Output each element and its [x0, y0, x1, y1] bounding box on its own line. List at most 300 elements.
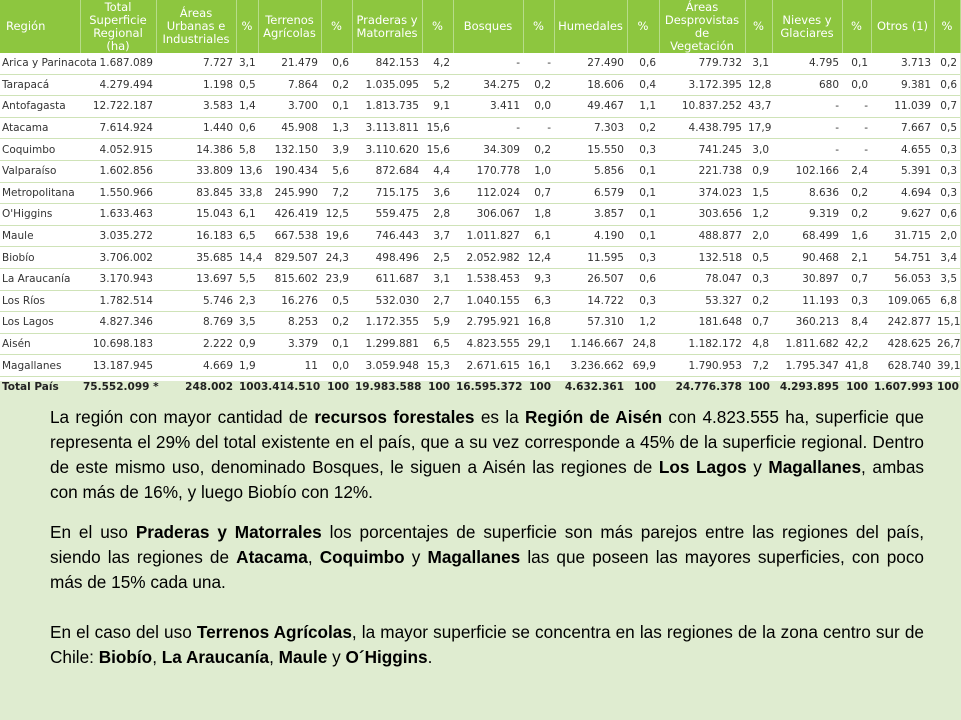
value-cell: 9,3 [523, 268, 554, 290]
value-cell: 5,5 [236, 268, 258, 290]
value-cell: 1.011.827 [453, 225, 523, 247]
column-header: % [627, 0, 659, 53]
value-cell: 0,0 [842, 74, 871, 96]
highlight-term: recursos forestales [314, 407, 475, 427]
region-cell: Valparaíso [0, 160, 80, 182]
value-cell: 374.023 [659, 182, 745, 204]
value-cell: - [842, 139, 871, 161]
value-cell: 54.751 [871, 247, 934, 269]
value-cell: 306.067 [453, 204, 523, 226]
value-cell: 30.897 [772, 268, 842, 290]
value-cell: 1,2 [745, 204, 772, 226]
value-cell: 1.811.682 [772, 333, 842, 355]
value-cell: 24.776.378 [675, 381, 742, 394]
value-cell: 0,7 [842, 268, 871, 290]
value-cell: 41,8 [842, 355, 871, 377]
value-cell: 1.182.172 [659, 333, 745, 355]
value-cell: 14.722 [554, 290, 627, 312]
value-cell: 872.684 [352, 160, 422, 182]
value-cell: 746.443 [352, 225, 422, 247]
highlight-term: O´Higgins [345, 647, 428, 667]
text-run: La región con mayor cantidad de [50, 407, 315, 427]
value-cell: 13,6 [236, 160, 258, 182]
value-cell: 132.518 [659, 247, 745, 269]
value-cell: 245.990 [258, 182, 321, 204]
value-cell: 8.769 [156, 312, 236, 334]
value-cell: 4,2 [422, 53, 453, 74]
value-cell: 12,4 [523, 247, 554, 269]
value-cell: 34.275 [453, 74, 523, 96]
value-cell: 815.602 [258, 268, 321, 290]
value-cell: 132.150 [258, 139, 321, 161]
region-cell: Magallanes [0, 355, 80, 377]
value-cell: 0,2 [523, 74, 554, 96]
value-cell: 170.778 [453, 160, 523, 182]
value-cell: 4.052.915 [80, 139, 156, 161]
table-header [0, 0, 960, 53]
value-cell: 0,7 [745, 312, 772, 334]
value-cell: 3,0 [745, 139, 772, 161]
value-cell: - [772, 96, 842, 118]
value-cell: - [453, 53, 523, 74]
value-cell: 0,7 [523, 182, 554, 204]
value-cell: 2,3 [236, 290, 258, 312]
value-cell: 0,5 [934, 117, 960, 139]
column-header: Humedales [554, 0, 627, 53]
highlight-term: Los Lagos [658, 457, 747, 477]
value-cell: 1.782.514 [80, 290, 156, 312]
text-run: En el uso [50, 522, 136, 542]
value-cell: 1.795.347 [772, 355, 842, 377]
value-cell: 27.490 [554, 53, 627, 74]
value-cell: 3.035.272 [80, 225, 156, 247]
table-row [0, 74, 960, 96]
value-cell: 2.222 [156, 333, 236, 355]
text-run: , [307, 547, 320, 567]
value-cell: 0,1 [627, 160, 659, 182]
value-cell: 6,8 [934, 290, 960, 312]
value-cell: 667.538 [258, 225, 321, 247]
highlight-term: Terrenos Agrícolas [196, 622, 352, 642]
column-header: Áreas Desprovistas de Vegetación [659, 0, 745, 53]
value-cell: 0,6 [627, 53, 659, 74]
value-cell: 3,1 [236, 53, 258, 74]
value-cell: 1.550.966 [80, 182, 156, 204]
value-cell: 3.172.395 [659, 74, 745, 96]
text-run: , [152, 647, 162, 667]
value-cell: 7.864 [258, 74, 321, 96]
highlight-term: Región de Aisén [524, 407, 663, 427]
value-cell: 7,2 [321, 182, 352, 204]
value-cell: 0,9 [745, 160, 772, 182]
table-row [0, 355, 960, 377]
value-cell: 69,9 [627, 355, 659, 377]
value-cell: 112.024 [453, 182, 523, 204]
column-header: % [523, 0, 554, 53]
value-cell: 0,6 [236, 117, 258, 139]
value-cell: 0,2 [321, 312, 352, 334]
value-cell: 3.583 [156, 96, 236, 118]
value-cell: 842.153 [352, 53, 422, 74]
value-cell: 0,6 [934, 204, 960, 226]
value-cell: 5,2 [422, 74, 453, 96]
value-cell: 2,4 [842, 160, 871, 182]
region-cell: O'Higgins [0, 204, 80, 226]
value-cell: 19.983.588 [355, 381, 422, 394]
value-cell: 3,5 [236, 312, 258, 334]
value-cell: 3.706.002 [80, 247, 156, 269]
value-cell: 0,5 [236, 74, 258, 96]
value-cell: 628.740 [871, 355, 934, 377]
value-cell: 3.059.948 [352, 355, 422, 377]
column-header: % [745, 0, 772, 53]
region-cell: Coquimbo [0, 139, 80, 161]
value-cell: 14,4 [236, 247, 258, 269]
value-cell: 26,7 [934, 333, 960, 355]
value-cell: 29,1 [523, 333, 554, 355]
value-cell: 7.667 [871, 117, 934, 139]
value-cell: 0,1 [321, 96, 352, 118]
value-cell: 7.727 [156, 53, 236, 74]
value-cell: 2.671.615 [453, 355, 523, 377]
value-cell: - [453, 117, 523, 139]
value-cell: 242.877 [871, 312, 934, 334]
region-cell: Arica y Parinacota [0, 53, 80, 74]
value-cell: 13.187.945 [80, 355, 156, 377]
highlight-term: Magallanes [768, 457, 862, 477]
region-cell: Maule [0, 225, 80, 247]
value-cell: - [523, 117, 554, 139]
column-header: % [321, 0, 352, 53]
value-cell: 24,3 [321, 247, 352, 269]
region-cell: Tarapacá [0, 74, 80, 96]
column-header: Áreas Urbanas e Industriales [156, 0, 236, 53]
value-cell: - [772, 117, 842, 139]
value-cell: 1,0 [523, 160, 554, 182]
value-cell: 75.552.099 * [83, 381, 159, 394]
value-cell: 3.236.662 [554, 355, 627, 377]
value-cell: 45.908 [258, 117, 321, 139]
value-cell: 21.479 [258, 53, 321, 74]
value-cell: 0,1 [321, 333, 352, 355]
value-cell: 190.434 [258, 160, 321, 182]
value-cell: 109.065 [871, 290, 934, 312]
value-cell: 3.700 [258, 96, 321, 118]
value-cell: 3.170.943 [80, 268, 156, 290]
table-row [0, 160, 960, 182]
value-cell: 0,1 [627, 182, 659, 204]
value-cell: 2.052.982 [453, 247, 523, 269]
value-cell: 0,7 [934, 96, 960, 118]
value-cell: 498.496 [352, 247, 422, 269]
value-cell: 100 [327, 381, 349, 394]
text-run: . [427, 647, 433, 667]
table-row [0, 139, 960, 161]
value-cell: 11.595 [554, 247, 627, 269]
column-header: % [236, 0, 258, 53]
highlight-term: Biobío [98, 647, 153, 667]
column-header: Región [0, 0, 80, 53]
value-cell: 2.795.921 [453, 312, 523, 334]
value-cell: 42,2 [842, 333, 871, 355]
value-cell: 4.279.494 [80, 74, 156, 96]
value-cell: - [842, 117, 871, 139]
value-cell: 5.746 [156, 290, 236, 312]
value-cell: 5.856 [554, 160, 627, 182]
value-cell: 13.697 [156, 268, 236, 290]
table-row [0, 268, 960, 290]
highlight-term: Magallanes [427, 547, 521, 567]
value-cell: 488.877 [659, 225, 745, 247]
value-cell: 4.694 [871, 182, 934, 204]
text-run: En el caso del uso [50, 622, 197, 642]
value-cell: 0,3 [627, 139, 659, 161]
value-cell: 9.627 [871, 204, 934, 226]
value-cell: 12.722.187 [80, 96, 156, 118]
table-row [0, 312, 960, 334]
value-cell: 426.419 [258, 204, 321, 226]
value-cell: 0,6 [934, 74, 960, 96]
table-row [0, 247, 960, 269]
value-cell: 1.790.953 [659, 355, 745, 377]
value-cell: 7.303 [554, 117, 627, 139]
value-cell: 1.035.095 [352, 74, 422, 96]
text-run: y [327, 647, 346, 667]
value-cell: 16.183 [156, 225, 236, 247]
value-cell: 1.198 [156, 74, 236, 96]
value-cell: 1,6 [842, 225, 871, 247]
value-cell: 0,2 [745, 290, 772, 312]
value-cell: 1.607.993 [874, 381, 934, 394]
column-header: % [842, 0, 871, 53]
value-cell: 1.633.463 [80, 204, 156, 226]
column-header: Total Superficie Regional (ha) [80, 0, 156, 53]
region-cell: Metropolitana [0, 182, 80, 204]
region-cell: Atacama [0, 117, 80, 139]
value-cell: 0,1 [627, 204, 659, 226]
highlight-term: La Araucanía [161, 647, 270, 667]
value-cell: 5,9 [422, 312, 453, 334]
value-cell: 1.146.667 [554, 333, 627, 355]
value-cell: 1.299.881 [352, 333, 422, 355]
column-header: % [422, 0, 453, 53]
value-cell: 0,2 [321, 74, 352, 96]
value-cell: 34.309 [453, 139, 523, 161]
value-cell: 0,0 [321, 355, 352, 377]
value-cell: 6,1 [523, 225, 554, 247]
value-cell: 102.166 [772, 160, 842, 182]
value-cell: 3,4 [934, 247, 960, 269]
table-row [0, 333, 960, 355]
value-cell: 4.632.361 [564, 381, 624, 394]
value-cell: 100 [846, 381, 868, 394]
value-cell: 181.648 [659, 312, 745, 334]
value-cell: 0,3 [842, 290, 871, 312]
value-cell: 4.795 [772, 53, 842, 74]
value-cell: 12,8 [745, 74, 772, 96]
value-cell: 3.713 [871, 53, 934, 74]
value-cell: 5,6 [321, 160, 352, 182]
value-cell: 0,2 [842, 204, 871, 226]
value-cell: 3.113.811 [352, 117, 422, 139]
value-cell: 78.047 [659, 268, 745, 290]
text-run: las que poseen las mayores superficies, con poco más de 15% cada una. [50, 547, 924, 592]
value-cell: 11.193 [772, 290, 842, 312]
value-cell: 1,3 [321, 117, 352, 139]
value-cell: 15,1 [934, 312, 960, 334]
value-cell: 3.414.510 [261, 381, 321, 394]
value-cell: 14.386 [156, 139, 236, 161]
value-cell: 53.327 [659, 290, 745, 312]
column-header: Bosques [453, 0, 523, 53]
value-cell: 3,1 [422, 268, 453, 290]
value-cell: 0,5 [321, 290, 352, 312]
value-cell: 26.507 [554, 268, 627, 290]
region-cell: Biobío [0, 247, 80, 269]
value-cell: 3,7 [422, 225, 453, 247]
value-cell: 90.468 [772, 247, 842, 269]
region-cell: Los Ríos [0, 290, 80, 312]
value-cell: 4.190 [554, 225, 627, 247]
value-cell: 0,3 [627, 290, 659, 312]
value-cell: 1,1 [627, 96, 659, 118]
value-cell: 5.391 [871, 160, 934, 182]
value-cell: 3.411 [453, 96, 523, 118]
value-cell: - [772, 139, 842, 161]
value-cell: 5,8 [236, 139, 258, 161]
table-row [0, 117, 960, 139]
value-cell: - [523, 53, 554, 74]
value-cell: 7.614.924 [80, 117, 156, 139]
value-cell: 19,6 [321, 225, 352, 247]
value-cell: 1,4 [236, 96, 258, 118]
value-cell: 4.655 [871, 139, 934, 161]
value-cell: 15.043 [156, 204, 236, 226]
value-cell: 1.602.856 [80, 160, 156, 182]
value-cell: 2,5 [422, 247, 453, 269]
value-cell: 12,5 [321, 204, 352, 226]
value-cell: 4,8 [745, 333, 772, 355]
value-cell: 8.636 [772, 182, 842, 204]
value-cell: 17,9 [745, 117, 772, 139]
value-cell: 4.293.895 [779, 381, 839, 394]
value-cell: 100 [748, 381, 770, 394]
paragraph-forest-resources [50, 405, 924, 505]
value-cell: 0,3 [627, 247, 659, 269]
value-cell: 23,9 [321, 268, 352, 290]
value-cell: 6.579 [554, 182, 627, 204]
value-cell: 33,8 [236, 182, 258, 204]
value-cell: 2,1 [842, 247, 871, 269]
value-cell: 4.823.555 [453, 333, 523, 355]
value-cell: 10.837.252 [659, 96, 745, 118]
column-header: Praderas y Matorrales [352, 0, 422, 53]
value-cell: 0,3 [745, 268, 772, 290]
value-cell: 2,0 [745, 225, 772, 247]
text-run: los porcentajes de superficie son más parejos entre las regiones del país, siendo las regiones de [50, 522, 924, 567]
value-cell: 16,1 [523, 355, 554, 377]
value-cell: 0,3 [934, 160, 960, 182]
value-cell: 0,3 [934, 182, 960, 204]
value-cell: 715.175 [352, 182, 422, 204]
value-cell: 100 [428, 381, 450, 394]
value-cell: 360.213 [772, 312, 842, 334]
value-cell: 680 [772, 74, 842, 96]
region-cell: Antofagasta [0, 96, 80, 118]
value-cell: 10.698.183 [80, 333, 156, 355]
text-run: , ambas con más de 16%, y luego Biobío con 12%. [50, 457, 924, 502]
value-cell: 18.606 [554, 74, 627, 96]
value-cell: 8.253 [258, 312, 321, 334]
value-cell: 6,5 [236, 225, 258, 247]
value-cell: 3.857 [554, 204, 627, 226]
value-cell: 1,8 [523, 204, 554, 226]
value-cell: 0,2 [934, 53, 960, 74]
value-cell: 16.276 [258, 290, 321, 312]
value-cell: 428.625 [871, 333, 934, 355]
value-cell: 0,6 [627, 268, 659, 290]
value-cell: 8,4 [842, 312, 871, 334]
value-cell: 43,7 [745, 96, 772, 118]
value-cell: 57.310 [554, 312, 627, 334]
value-cell: 532.030 [352, 290, 422, 312]
value-cell: 15,3 [422, 355, 453, 377]
value-cell: 11 [258, 355, 321, 377]
value-cell: 83.845 [156, 182, 236, 204]
value-cell: 3,5 [934, 268, 960, 290]
value-cell: 100 [529, 381, 551, 394]
value-cell: 56.053 [871, 268, 934, 290]
value-cell: 829.507 [258, 247, 321, 269]
column-header: Otros (1) [871, 0, 934, 53]
paragraph-agricultural-land [50, 620, 924, 670]
column-header: Terrenos Agrícolas [258, 0, 321, 53]
commentary-text [50, 405, 924, 670]
value-cell: 33.809 [156, 160, 236, 182]
region-cell: La Araucanía [0, 268, 80, 290]
value-cell: 559.475 [352, 204, 422, 226]
value-cell: 1,2 [627, 312, 659, 334]
value-cell: 0,2 [842, 182, 871, 204]
value-cell: 39,1 [934, 355, 960, 377]
value-cell: 100 [239, 381, 261, 394]
value-cell: 15,6 [422, 139, 453, 161]
value-cell: 0,3 [934, 139, 960, 161]
value-cell: 7,2 [745, 355, 772, 377]
total-row [0, 376, 960, 397]
value-cell: 100 [937, 381, 959, 394]
value-cell: 2,7 [422, 290, 453, 312]
value-cell: 248.002 [185, 381, 233, 394]
value-cell: 741.245 [659, 139, 745, 161]
value-cell: 0,0 [523, 96, 554, 118]
table-row [0, 182, 960, 204]
value-cell: 6,3 [523, 290, 554, 312]
highlight-term: Maule [278, 647, 328, 667]
value-cell: 3.110.620 [352, 139, 422, 161]
value-cell: 9,1 [422, 96, 453, 118]
value-cell: 611.687 [352, 268, 422, 290]
table-body [0, 53, 960, 398]
column-header: Nieves y Glaciares [772, 0, 842, 53]
value-cell: 35.685 [156, 247, 236, 269]
table-row [0, 290, 960, 312]
value-cell: 16,8 [523, 312, 554, 334]
text-run: y [746, 457, 769, 477]
value-cell: 0,1 [627, 225, 659, 247]
value-cell: 2,0 [934, 225, 960, 247]
text-run: es la [474, 407, 525, 427]
